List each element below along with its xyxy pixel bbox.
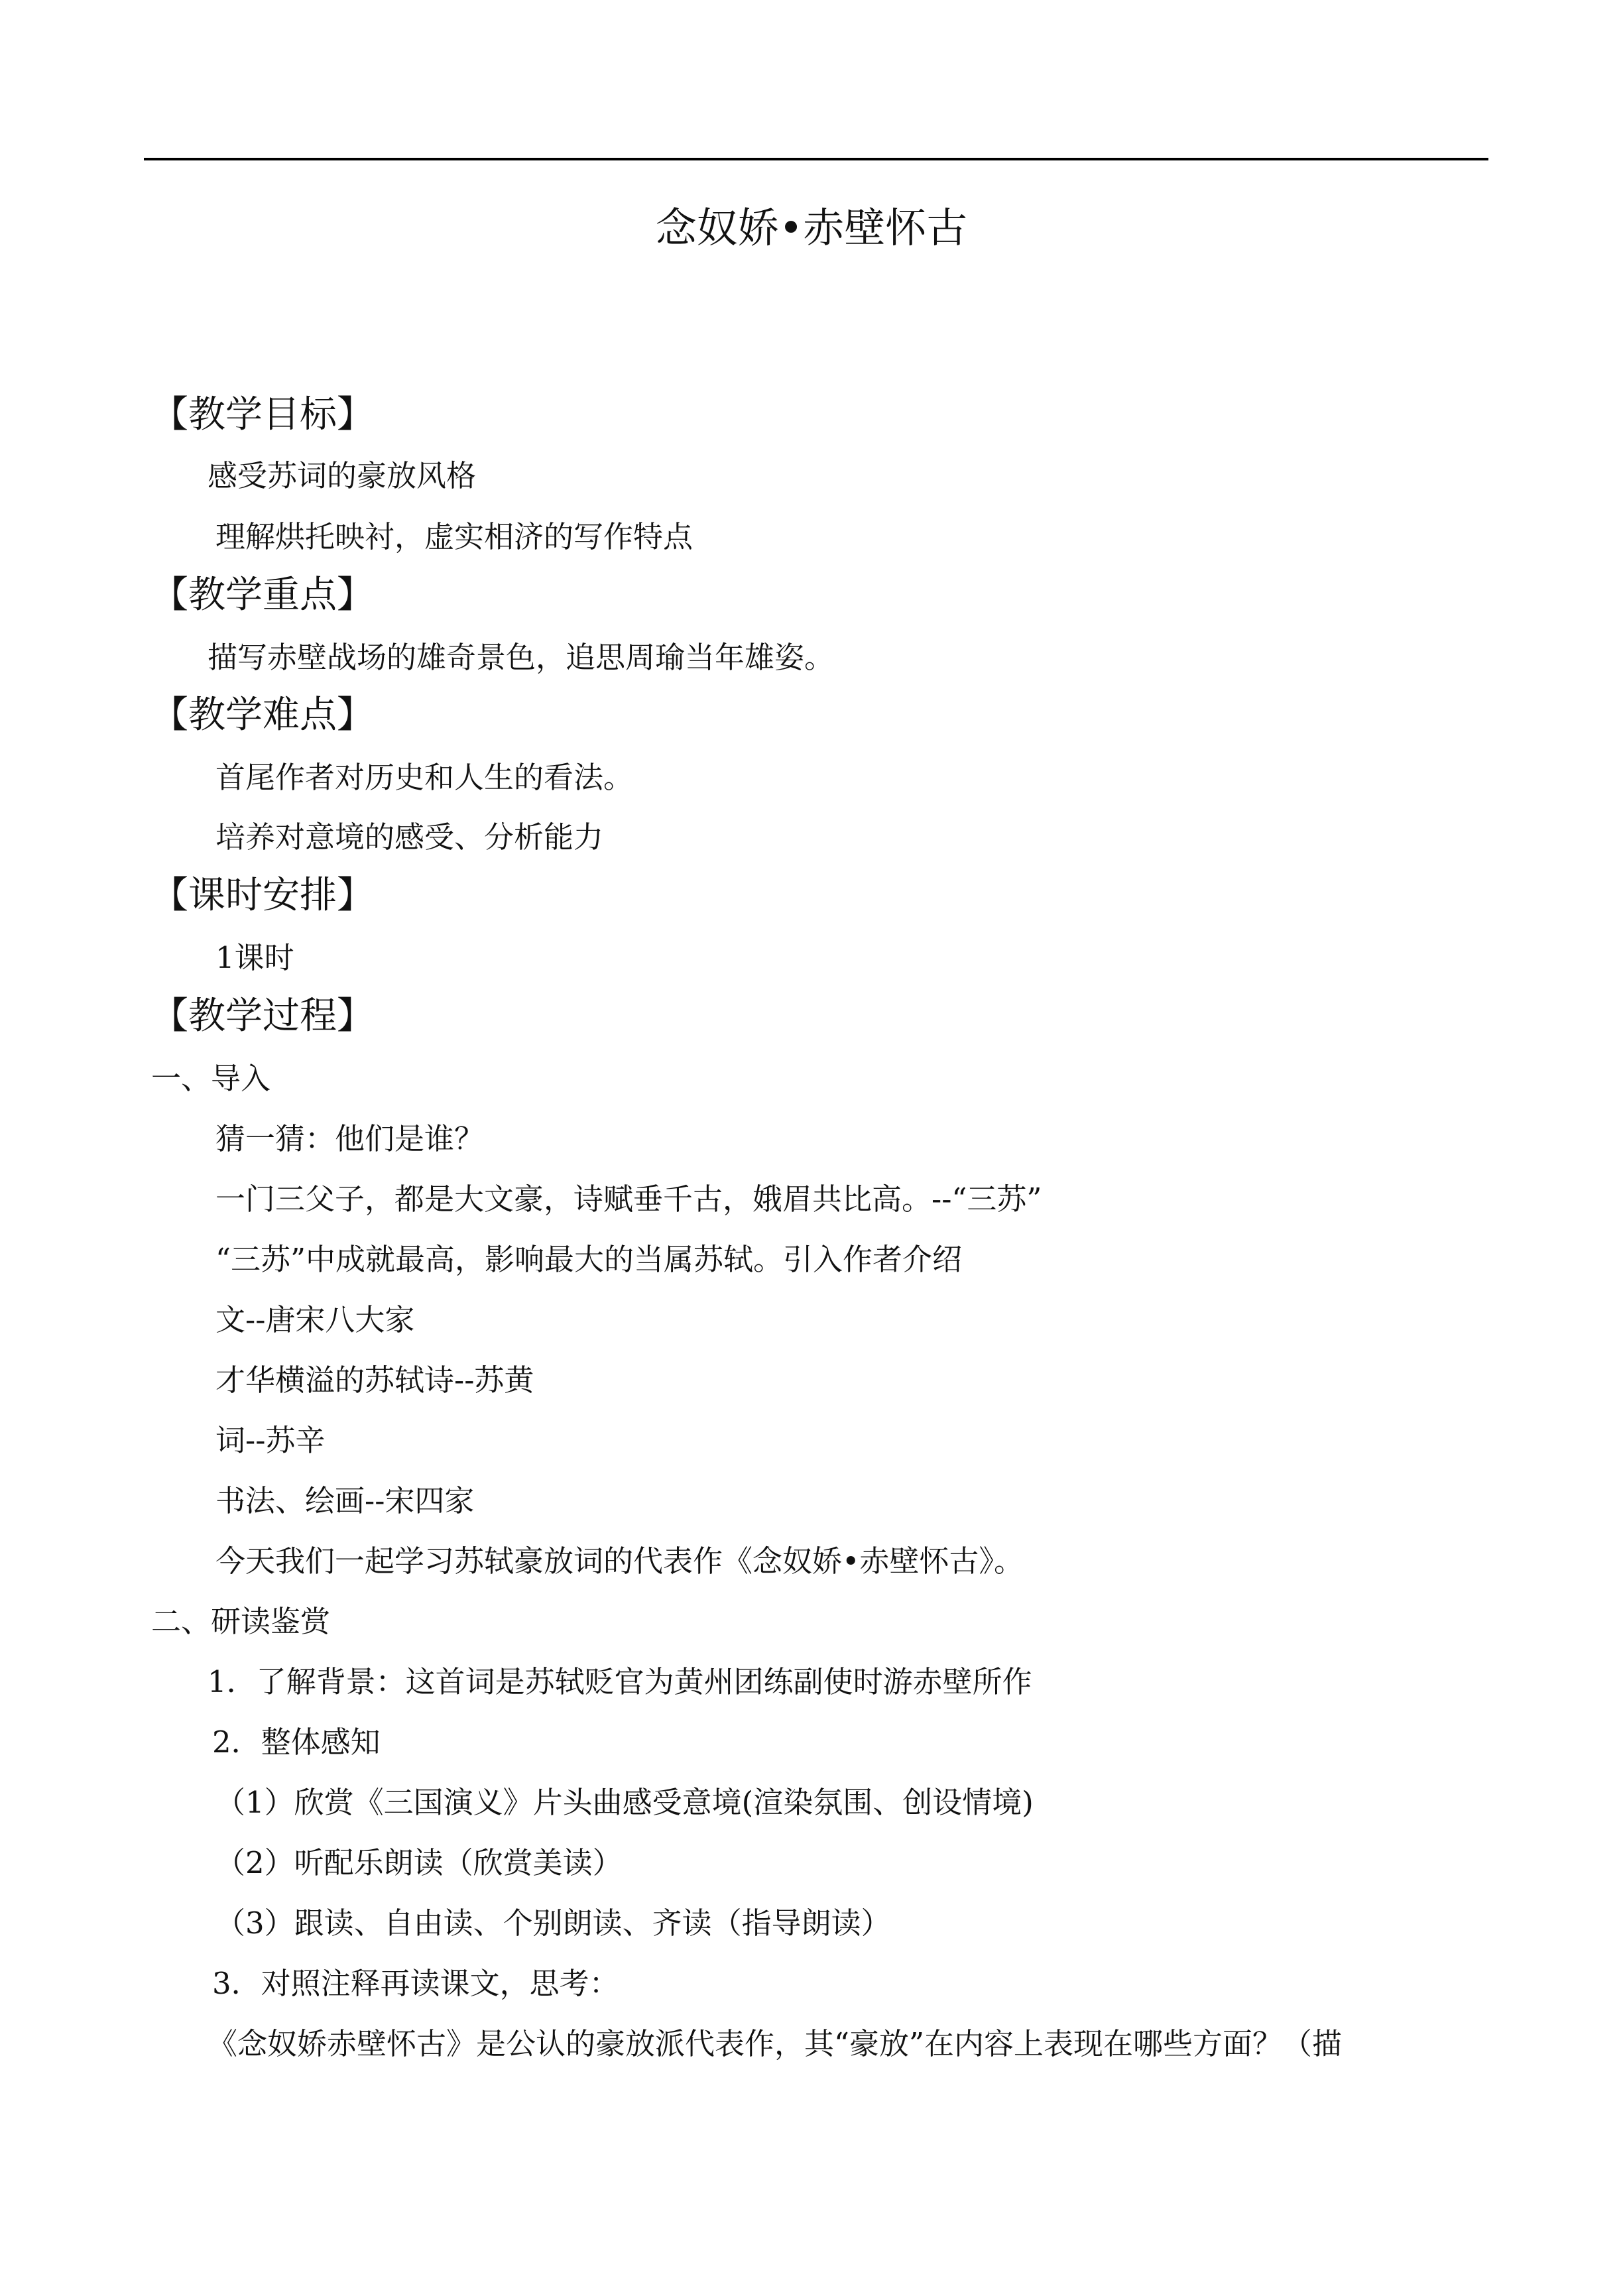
key-heading: 【教学重点】 [151, 574, 374, 617]
goals-heading: 【教学目标】 [151, 393, 374, 436]
part1-line: 文--唐宋八大家 [215, 1302, 415, 1337]
part2-line: 1．了解背景：这首词是苏轼贬官为黄州团练副使时游赤壁所作 [208, 1664, 1032, 1699]
part2-line: 《念奴娇赤壁怀古》是公认的豪放派代表作，其“豪放”在内容上表现在哪些方面？（描 [208, 2026, 1343, 2061]
schedule-line: 1课时 [215, 940, 294, 975]
part2-line: 2．整体感知 [212, 1724, 381, 1760]
document-title: 念奴娇•赤壁怀古 [655, 204, 968, 252]
schedule-heading: 【课时安排】 [151, 874, 374, 917]
part1-line: 词--苏辛 [215, 1423, 326, 1458]
part2-heading: 二、研读鉴赏 [151, 1604, 331, 1639]
part1-heading: 一、导入 [151, 1061, 271, 1096]
header-rule [144, 158, 1488, 160]
part1-line: 一门三父子，都是大文豪，诗赋垂千古，娥眉共比高。--“三苏” [215, 1181, 1042, 1217]
difficult-line: 首尾作者对历史和人生的看法。 [215, 760, 634, 795]
difficult-line: 培养对意境的感受、分析能力 [215, 819, 604, 855]
key-line: 描写赤壁战场的雄奇景色，追思周瑜当年雄姿。 [208, 640, 835, 675]
part1-line: 才华横溢的苏轼诗--苏黄 [215, 1362, 534, 1398]
part2-line: 3．对照注释再读课文，思考： [212, 1966, 619, 2001]
part2-line: （1）欣赏《三国演义》片头曲感受意境(渲染氛围、创设情境) [215, 1785, 1034, 1820]
part1-line: “三苏”中成就最高，影响最大的当属苏轼。引入作者介绍 [215, 1242, 963, 1277]
difficult-heading: 【教学难点】 [151, 694, 374, 737]
process-heading: 【教学过程】 [151, 995, 374, 1038]
part2-line: （3）跟读、自由读、个别朗读、齐读（指导朗读） [215, 1905, 891, 1941]
part1-line: 猜一猜：他们是谁？ [215, 1121, 485, 1156]
part1-line: 今天我们一起学习苏轼豪放词的代表作《念奴娇•赤壁怀古》。 [215, 1543, 1024, 1579]
goal-line: 理解烘托映衬，虚实相济的写作特点 [215, 519, 693, 554]
goal-line: 感受苏词的豪放风格 [208, 458, 477, 493]
part1-line: 书法、绘画--宋四家 [215, 1483, 475, 1518]
part2-line: （2）听配乐朗读（欣赏美读） [215, 1845, 623, 1880]
